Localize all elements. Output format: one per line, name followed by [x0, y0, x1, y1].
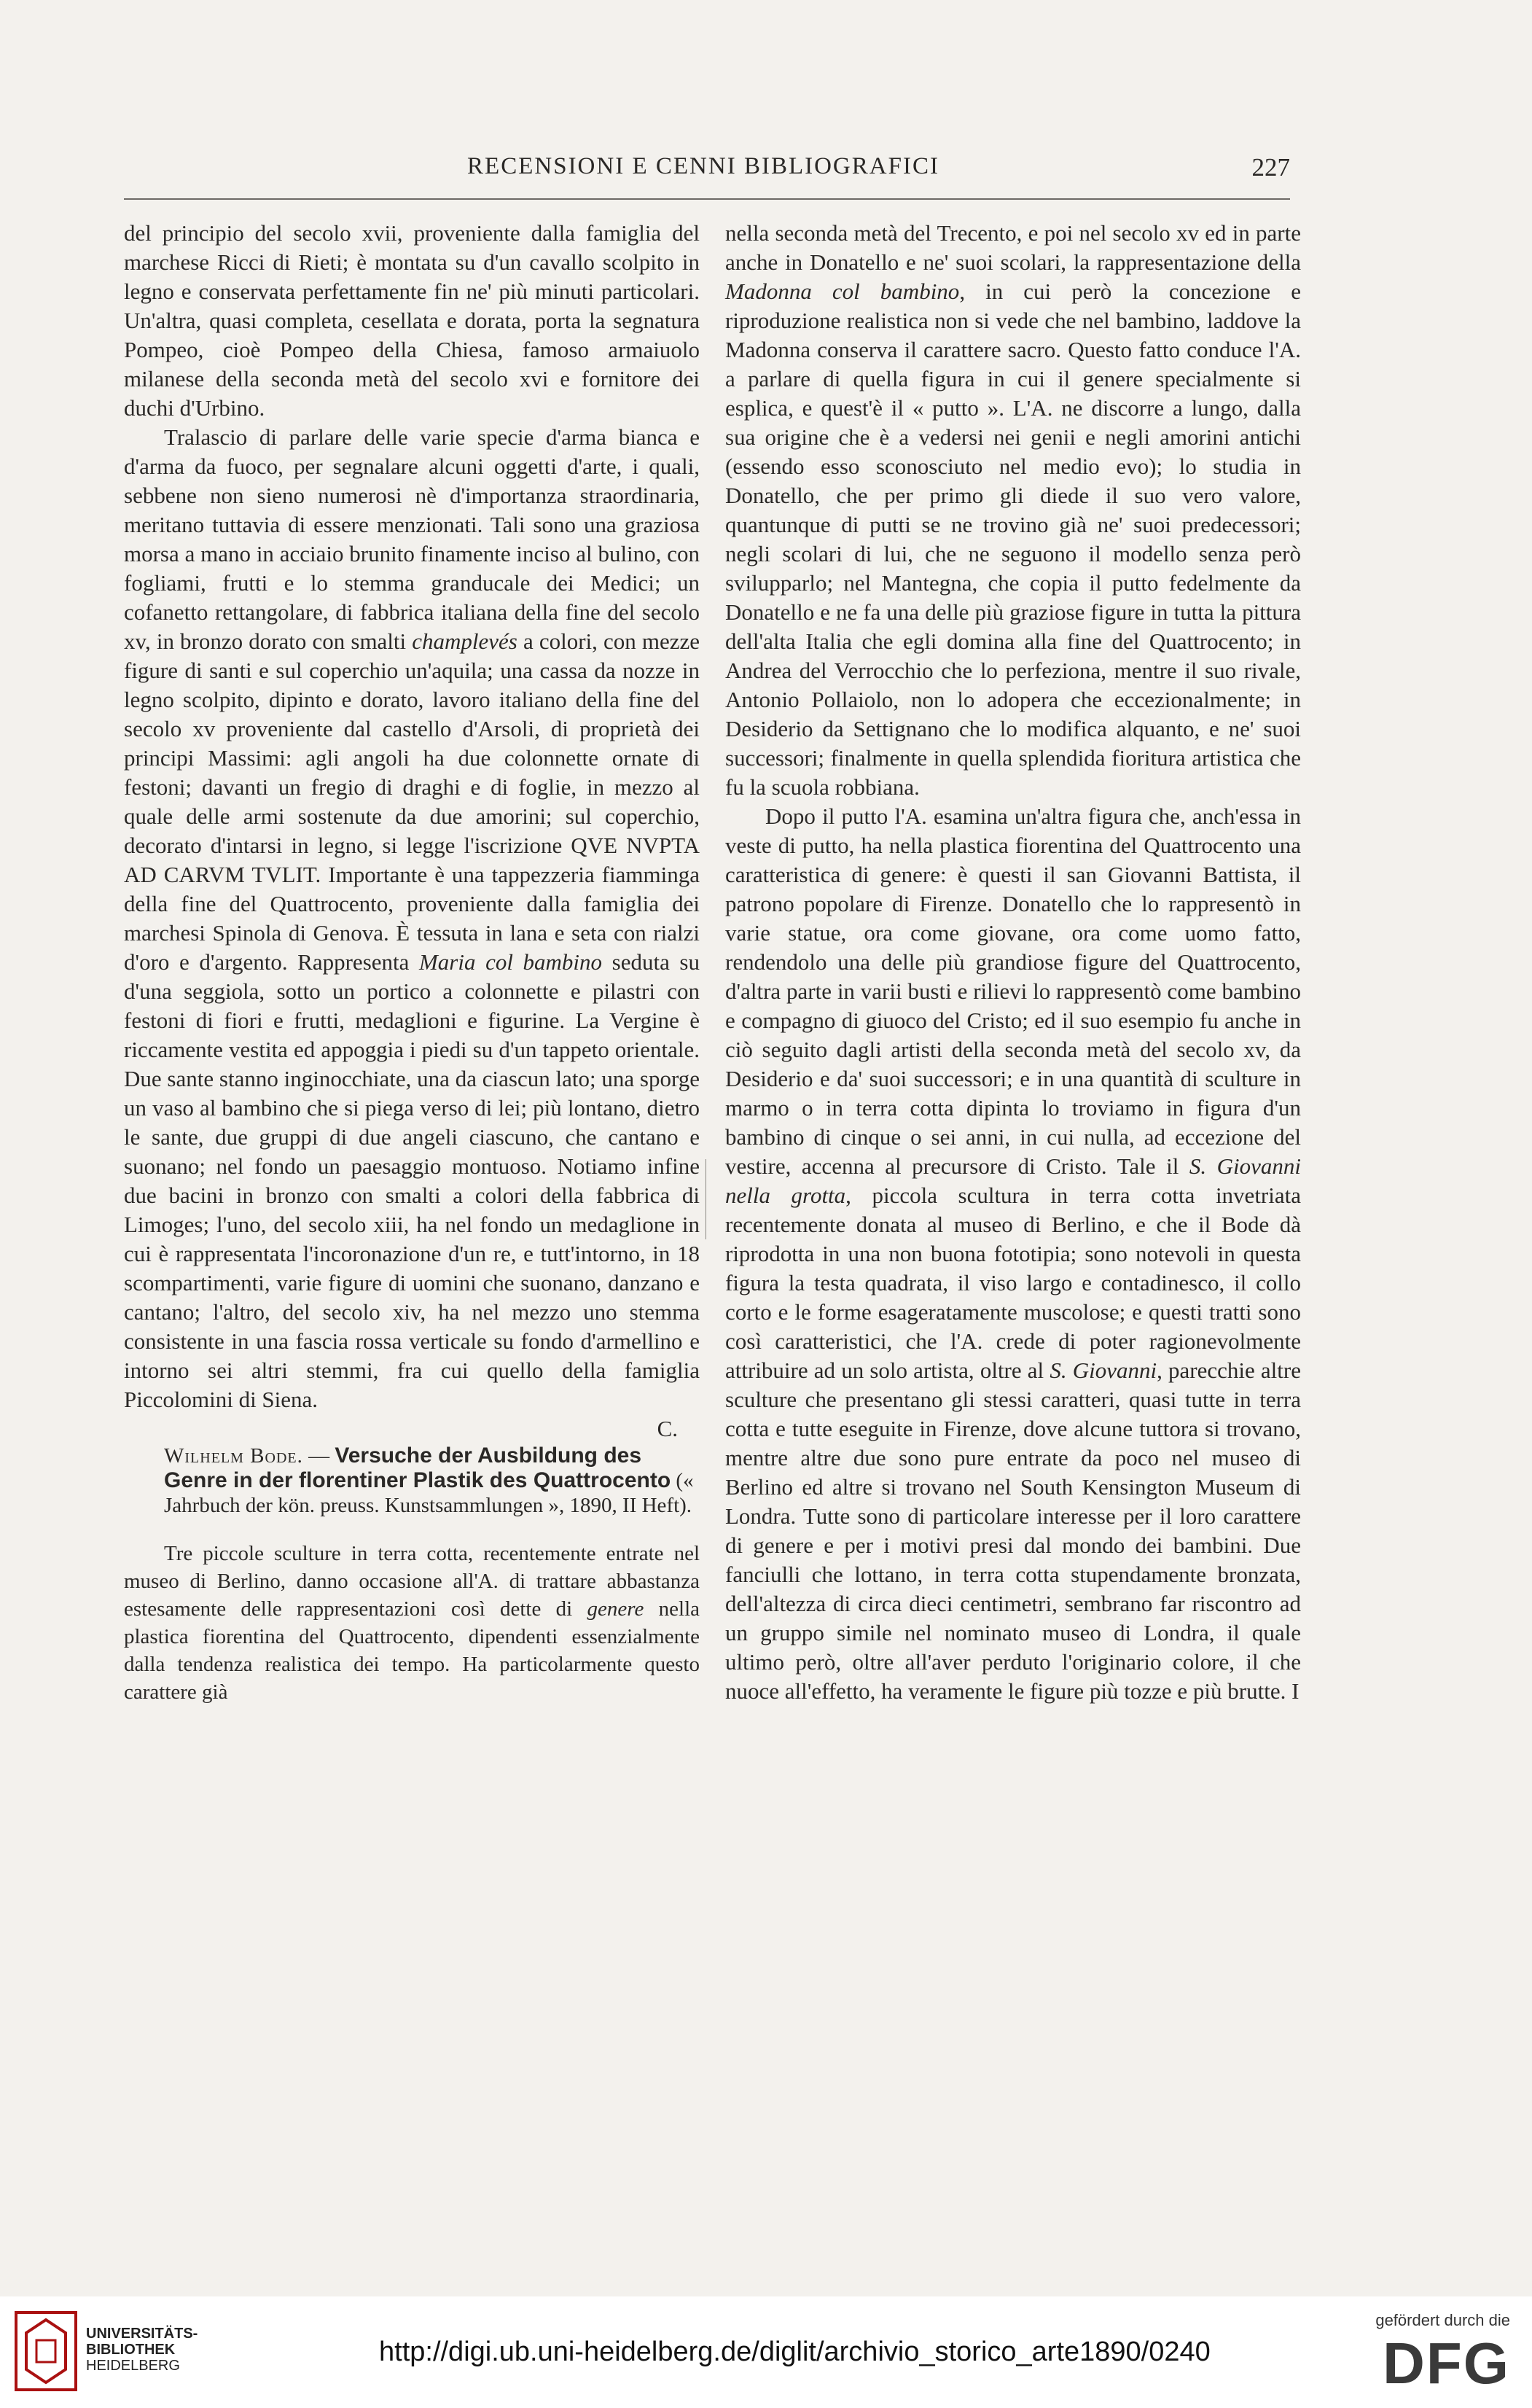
dfg-logo: DFG — [1383, 2331, 1510, 2396]
italic-title: S. Giovanni — [1050, 1357, 1157, 1383]
funded-by-label: gefördert durch die — [1375, 2311, 1510, 2329]
right-paragraph-1: nella seconda metà del Trecento, e poi nel secolo xv ed in parte anche in Donatello e ne' suoi scolari, la rappresentazione della Madonna col bambino, in cui però la concezione e riproduzione realistica non si vede che nel bambino, laddove la Madonna conserva il carattere sacro. Questo fatto conduce l'A. a parlare di quella figura in cui il genere specialmente si esplica, e quest'è il « putto ». L'A. ne discorre a lungo, dalla sua origine che è a vedersi nei genii e negli amorini antichi (essendo esso sconosciuto nel medio evo); lo studia in Donatello, che per primo gli diede il suo vero valore, quantunque di putti se ne trovino già ne' suoi predecessori; negli scolari di lui, che ne seguono il modello senza però svilupparlo; nel Mantegna, che copia il putto fedelmente da Donatello e ne fa una delle più graziose figure in tutta la pittura dell'alta Italia che egli domina alla fine del Quattrocento; in Andrea del Verrocchio che lo perfeziona, mentre il suo rivale, Antonio Pollaiolo, non lo adopera che eccezionalmente; in Desiderio da Settignano che lo modifica alquanto, e ne' suoi successori; finalmente in quella splendida fioritura artistica che fu la scuola robbiana. — [725, 220, 1301, 800]
running-title: RECENSIONI E CENNI BIBLIOGRAFICI — [467, 153, 939, 179]
left-paragraph-1: del principio del secolo xvii, proveniente dalla famiglia del marchese Ricci di Rieti; è montata su d'un cavallo scolpito in legno e conservata perfettamente fin ne' più minuti particolari. Un'altra, quasi completa, cesellata e dorata, porta la segnatura Pompeo, cioè Pompeo della Chiesa, famoso armaiuolo milanese della seconda metà del secolo xvi e fornitore dei duchi d'Urbino. — [124, 220, 700, 421]
italic-title: S. Giovanni nella grotta — [725, 1153, 1301, 1208]
review-author: Wilhelm Bode. — [164, 1444, 303, 1468]
university-seal-icon — [15, 2311, 77, 2391]
review-signature: C. — [657, 1416, 678, 1441]
review-heading: Wilhelm Bode. — Versuche der Ausbildung des Genre in der florentiner Plastik des Quattrocento (« Jahrbuch der kön. preuss. Kunstsammlungen », 1890, II Heft). — [164, 1443, 694, 1517]
right-paragraph-2: Dopo il putto l'A. esamina un'altra figura che, anch'essa in veste di putto, ha nella plastica fiorentina del Quattrocento una caratteristica di genere: è questi il san Giovanni Battista, il patrono popolare di Firenze. Donatello che lo rappresentò in varie statue, ora come giovane, ora come uomo fatto, rendendolo una delle più grandiose figure del Quattrocento, d'altra parte in varii busti e rilievi lo rappresentò come bambino e compagno di giuoco del Cristo; ed il suo esempio fu anche in ciò seguito dagli artisti della seconda metà del secolo xv, da Desiderio e da' suoi successori; e in una quantità di sculture in marmo o in terra cotta dipinta lo troviamo in figura d'un bambino di cinque o sei anni, in cui nulla, ad eccezione del vestire, accenna al precursore di Cristo. Tale il S. Giovanni nella grotta, piccola scultura in terra cotta invetriata recentemente donata al museo di Berlino, e che il Bode dà riprodotta in una non buona fototipia; sono notevoli in questa figura la testa quadrata, il viso largo e contadinesco, il collo corto e le forme esageratamente muscolose; e questi tratti sono così caratteristici, che l'A. crede di poter ragionevolmente attribuire ad un solo artista, oltre al S. Giovanni, parecchie altre sculture che presentano gli stessi caratteri, quasi tutte in terra cotta e tutte eseguite in Firenze, dove alcune tuttora si trovano, mentre altre due sono pure entrate da poco nel museo di Berlino ed altre si trovano nel South Kensington Museum di Londra. Tutte sono di particolare interesse per il loro carattere di genere e per i motivi presi dal mondo dei bambini. Due fanciulli che lottano, in terra cotta stupendamente bronzata, dell'altezza di circa dieci centimetri, sembrano far riscontro ad un gruppo simile nel nominato museo di Londra, il quale ultimo però, oltre all'aver perduto l'originario colore, il che nuoce all'effetto, ha veramente le figure più tozze e più brutte. I — [725, 803, 1301, 1704]
library-name: UNIVERSITÄTS- BIBLIOTHEK HEIDELBERG — [86, 2326, 198, 2374]
italic-term: genere — [587, 1597, 644, 1621]
viewer-footer — [0, 2296, 1532, 2408]
running-head — [117, 146, 1290, 190]
left-column — [124, 219, 700, 1706]
italic-title: Maria col bambino — [418, 949, 603, 975]
left-paragraph-2: Tralascio di parlare delle varie specie d'arma bianca e d'arma da fuoco, per segnalare alcuni oggetti d'arte, i quali, sebbene non sieno numerosi nè d'importanza straordinaria, meritano tuttavia di essere menzionati. Tali sono una graziosa morsa a mano in acciaio brunito finamente inciso al bulino, con fogliami, frutti e lo stemma granducale dei Medici; un cofanetto rettangolare, di fabbrica italiana della fine del secolo xv, in bronzo dorato con smalti champlevés a colori, con mezze figure di santi e sul coperchio un'aquila; una cassa da nozze in legno scolpito, dipinto e dorato, lavoro italiano della fine del secolo xv proveniente dal castello d'Arsoli, di proprietà dei principi Massimi: agli angoli ha due colonnette ornate di festoni; davanti un fregio di draghi e di foglie, in mezzo al quale delle armi sostenute da due amorini; sul coperchio, decorato d'intarsi in legno, si legge l'iscrizione QVE NVPTA AD CARVM TVLIT. Importante è una tappezzeria fiamminga della fine del Quattrocento, proveniente dalla famiglia dei marchesi Spinola di Genova. È tessuta in lana e seta con rialzi d'oro e d'argento. Rappresenta Maria col bambino seduta su d'una seggiola, sotto un portico a colonnette e pilastri con festoni di fiori e frutti, medaglioni e figurine. La Vergine è riccamente vestita ed appoggia i piedi su d'un tappeto orientale. Due sante stanno inginocchiate, una da ciascun lato; una sporge un vaso al bambino che si piega verso di lei; più lontano, dietro le sante, due gruppi di due angeli ciascuno, che cantano e suonano; nel fondo un paesaggio montuoso. Notiamo infine due bacini in bronzo con smalti a colori della fabbrica di Limoges; l'uno, del secolo xiii, ha nel fondo un medaglione in cui è rappresentata l'incoronazione d'un re, e tutt'intorno, in 18 scompartimenti, varie figure di uomini che suonano, danzano e cantano; l'altro, del secolo xiv, ha nel mezzo uno stemma consistente in una fascia rossa verticale su fondo d'armellino e intorno sei altri stemmi, fra cui quello della famiglia Piccolomini di Siena. — [124, 424, 700, 1412]
italic-term: champlevés — [412, 628, 517, 654]
header-rule — [124, 198, 1290, 200]
permalink-url[interactable]: http://digi.ub.uni-heidelberg.de/diglit/archivio_storico_arte1890/0240 — [379, 2337, 1211, 2367]
right-column — [725, 219, 1301, 1706]
page-number: 227 — [1251, 153, 1290, 182]
review-book-title: Versuche der Ausbildung des Genre in der florentiner Plastik des Quattrocento — [164, 1443, 671, 1492]
italic-title: Madonna col bambino — [725, 278, 960, 304]
left-paragraph-3: Tre piccole sculture in terra cotta, recentemente entrate nel museo di Berlino, danno occasione all'A. di trattare abbastanza estesamente delle rappresentazioni così dette di genere nella plastica fiorentina del Quattrocento, dipendenti essenzialmente dalla tendenza realistica dei tempo. Ha particolarmente questo carattere già — [124, 1542, 700, 1704]
review-source: (« Jahrbuch der kön. preuss. Kunstsammlungen », 1890, II Heft). — [164, 1469, 694, 1517]
